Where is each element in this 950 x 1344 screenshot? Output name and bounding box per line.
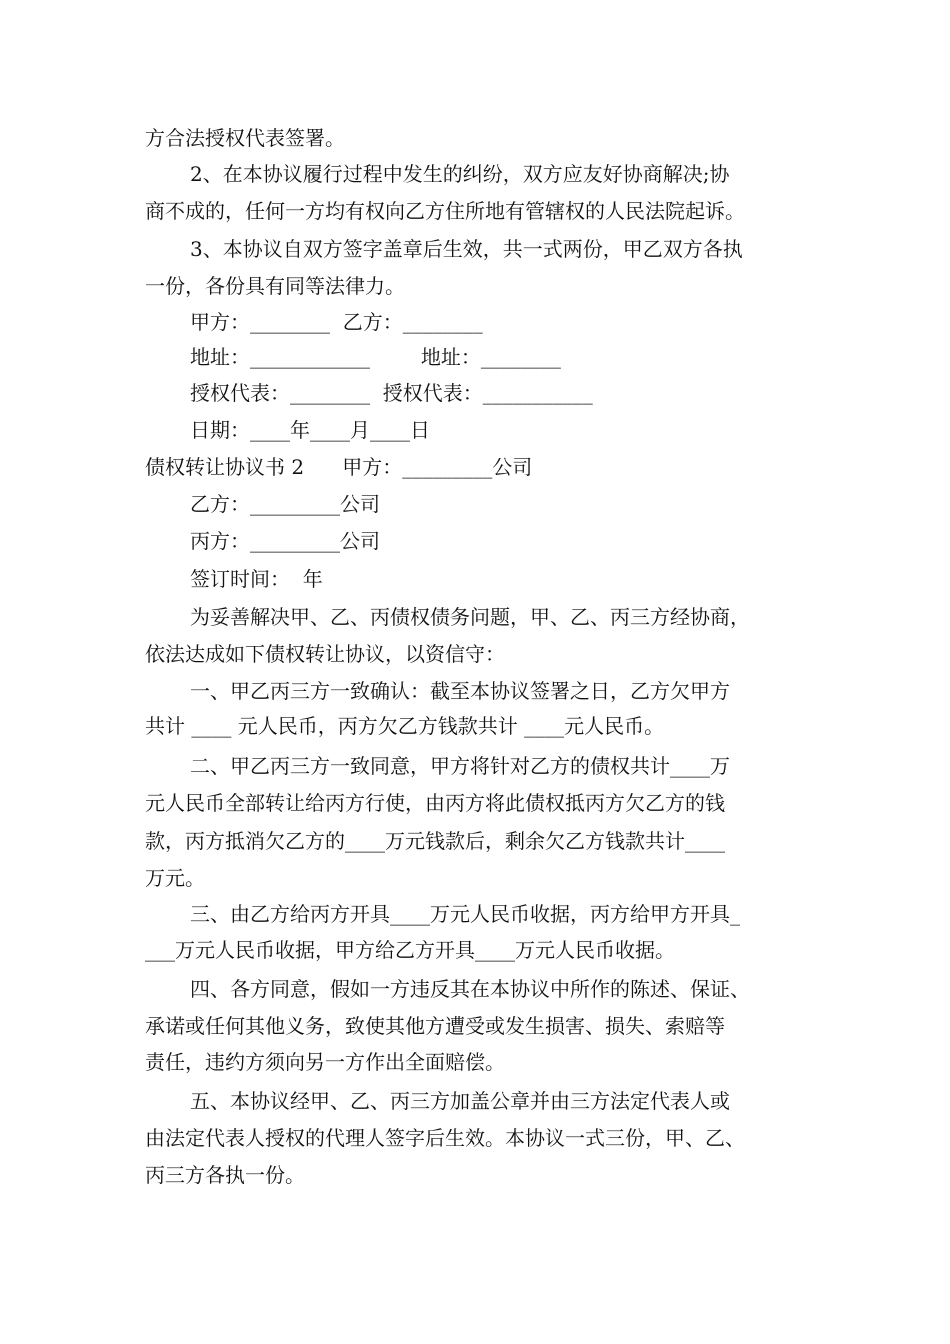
text-line: 丙三方各执一份。 xyxy=(145,1163,305,1187)
text-line: 为妥善解决甲、乙、丙债权债务问题，甲、乙、丙三方经协商， xyxy=(190,605,750,629)
text-line: 责任，违约方须向另一方作出全面赔偿。 xyxy=(145,1050,505,1074)
text-line: 五、本协议经甲、乙、丙三方加盖公章并由三方法定代表人或 xyxy=(190,1089,730,1113)
text-line: 商不成的，任何一方均有权向乙方住所地有管辖权的人民法院起诉。 xyxy=(145,199,745,223)
text-line: 款，丙方抵消欠乙方的____万元钱款后，剩余欠乙方钱款共计____ xyxy=(145,829,725,853)
text-line: 元人民币全部转让给丙方行使，由丙方将此债权抵丙方欠乙方的钱 xyxy=(145,791,725,815)
text-line: 签订时间： 年 xyxy=(190,567,323,591)
text-line: 承诺或任何其他义务，致使其他方遭受或发生损害、损失、索赔等 xyxy=(145,1014,725,1038)
text-line: 由法定代表人授权的代理人签字后生效。本协议一式三份，甲、乙、 xyxy=(145,1126,745,1150)
text-line: 甲方：________ 乙方：________ xyxy=(190,310,483,334)
text-line: 一、甲乙丙三方一致确认：截至本协议签署之日，乙方欠甲方 xyxy=(190,679,730,703)
text-line: 方合法授权代表签署。 xyxy=(145,126,345,150)
text-line: 万元。 xyxy=(145,866,205,890)
text-line: 3、本协议自双方签字盖章后生效，共一式两份，甲乙双方各执 xyxy=(190,237,743,261)
text-line: ___万元人民币收据，甲方给乙方开具____万元人民币收据。 xyxy=(145,938,675,962)
text-line: 共计 ____ 元人民币，丙方欠乙方钱款共计 ____元人民币。 xyxy=(145,714,665,738)
text-line: 三、由乙方给丙方开具____万元人民币收据，丙方给甲方开具_ xyxy=(190,902,740,926)
text-line: 二、甲乙丙三方一致同意，甲方将针对乙方的债权共计____万 xyxy=(190,754,730,778)
text-line: 2、在本协议履行过程中发生的纠纷，双方应友好协商解决;协 xyxy=(190,162,730,186)
text-line: 债权转让协议书 2 甲方：_________公司 xyxy=(145,455,533,479)
text-line: 四、各方同意，假如一方违反其在本协议中所作的陈述、保证、 xyxy=(190,977,750,1001)
text-line: 日期：____年____月____日 xyxy=(190,418,430,442)
text-line: 乙方：_________公司 xyxy=(190,492,380,516)
text-line: 一份，各份具有同等法律力。 xyxy=(145,274,405,298)
text-line: 依法达成如下债权转让协议，以资信守： xyxy=(145,642,505,666)
text-line: 授权代表：________ 授权代表：___________ xyxy=(190,381,593,405)
text-line: 丙方：_________公司 xyxy=(190,529,380,553)
text-line: 地址：____________ 地址：________ xyxy=(190,345,561,369)
